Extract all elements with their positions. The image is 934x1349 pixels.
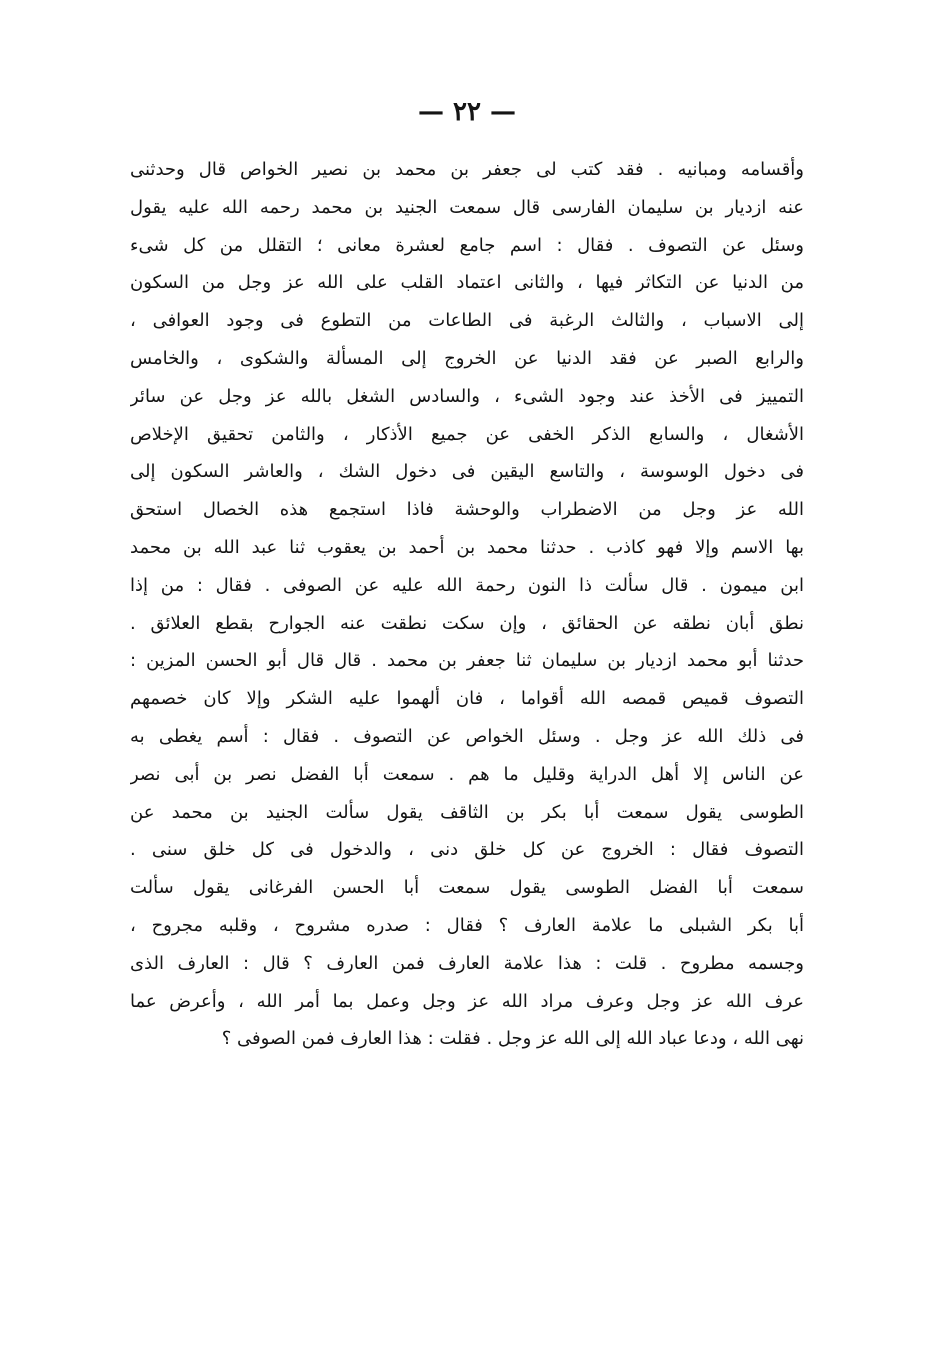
text-line: نهى الله ، ودعا عباد الله إلى الله عز وجل . فقلت : هذا العارف فمن الصوفى ؟ [221,1028,804,1050]
page-body-text [130,151,804,1058]
text-line: الأشغال ، والسابع الذكر الخفى عن جميع الأذكار ، والثامن تحقيق الإخلاص [130,423,804,445]
text-line: الطوسى يقول سمعت أبا بكر بن الثاقف يقول سألت الجنيد بن محمد عن [130,801,804,823]
text-line: عن الناس إلا أهل الدراية وقليل ما هم . سمعت أبا الفضل نصر بن أبى نصر [130,763,804,785]
text-line: التصوف قميص قمصه الله أقواما ، فان ألهموا عليه الشكر وإلا كان خصمهم [130,688,804,710]
text-line: والرابع الصبر عن فقد الدنيا عن الخروج إلى المسألة والشكوى ، والخامس [130,347,804,369]
text-line: فى ذلك الله عز وجل . وسئل الخواص عن التصوف . فقال : أسم يغطى به [130,725,804,747]
text-line: أبا بكر الشبلى ما علامة العارف ؟ فقال : صدره مشروح ، وقلبه مجروح ، [130,914,804,936]
text-line: إلى الاسباب ، والثالث الرغبة فى الطاعات من التطوع فى وجود العوافى ، [130,310,804,332]
text-line: فى دخول الوسوسة ، والتاسع اليقين فى دخول الشك ، والعاشر السكون إلى [130,461,804,483]
text-line: بها الاسم وإلا فهو كاذب . حدثنا محمد بن أحمد بن يعقوب ثنا عبد الله بن محمد [130,536,804,558]
text-line: عرف الله عز وجل وعرف مراد الله عز وجل وعمل بما أمر الله ، وأعرض عما [130,990,804,1012]
text-line: نطق أبان نطقه عن الحقائق ، وإن سكت نطقت عنه الجوارح بقطع العلائق . [130,612,804,634]
text-line: التمييز فى الأخذ عند وجود الشىء ، والسادس الشغل بالله عز وجل عن سائر [130,385,804,407]
text-line: التصوف فقال : الخروج عن كل خلق دنى ، والدخول فى كل خلق سنى . [130,839,804,861]
text-line: وسئل عن التصوف . فقال : اسم جامع لعشرة معانى ؛ التقلل من كل شىء [130,234,804,256]
text-line: سمعت أبا الفضل الطوسى يقول سمعت أبا الحسن الفرغانى يقول سألت [130,877,804,899]
page-number: — ٢٢ — [417,97,517,127]
text-line: الله عز وجل من الاضطراب والوحشة فاذا استجمع هذه الخصال استحق [130,499,804,521]
text-line: من الدنيا عن التكاثر فيها ، والثانى اعتماد القلب على الله عز وجل من السكون [130,272,804,294]
text-line: عنه ازديار بن سليمان الفارسى قال سمعت الجنيد بن محمد رحمه الله عليه يقول [130,196,804,218]
text-line: وجسمه مطروح . قلت : هذا علامة العارف فمن العارف ؟ قال : العارف الذى [130,952,804,974]
text-line: حدثنا أبو محمد ازديار بن سليمان ثنا جعفر بن محمد . قال قال أبو الحسن المزين : [130,650,804,672]
text-line: ابن ميمون . قال سألت ذا النون رحمة الله عليه عن الصوفى . فقال : من إذا [130,574,804,596]
text-line: وأقسامه ومبانيه . فقد كتب لى جعفر بن محمد بن نصير الخواص قال وحدثنى [130,159,804,180]
